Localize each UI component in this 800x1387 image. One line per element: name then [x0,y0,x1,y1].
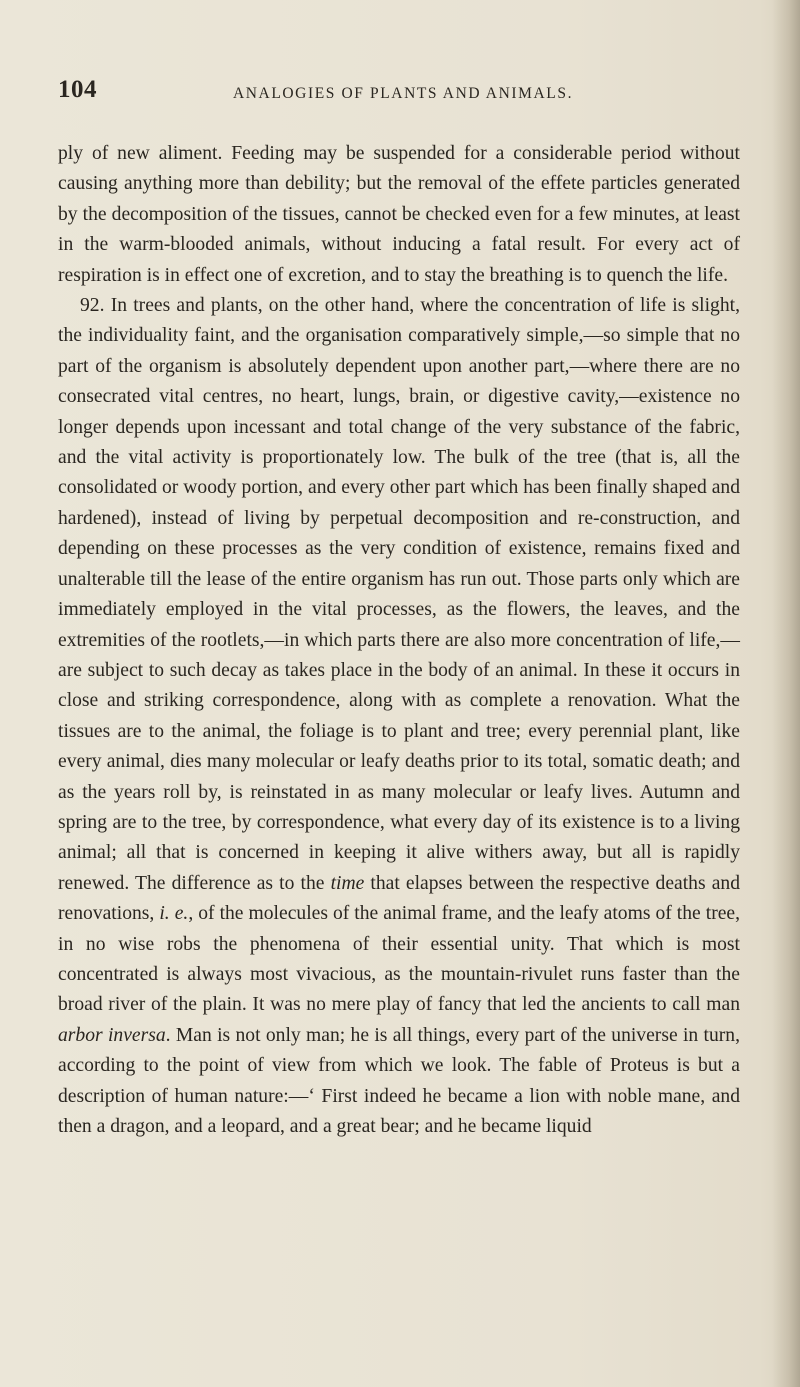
page-edge-shadow [772,0,800,1387]
paragraph-continued: ply of new aliment. Feeding may be suspended for a considerable period without causing anything more than debility; but the removal of the effete particles generated by the decomposition of the tissues, cannot be checked even for a few minutes, at least in the warm-blooded animals, without inducing a fatal result. For every act of respiration is in effect one of excretion, and to stay the breathing is to quench the life. [58,143,740,286]
italic-ie: i. e. [159,903,189,925]
paragraph-92-text-a: 92. In trees and plants, on the other hand, where the concentration of life is slight, the individuality faint, and the organisation comparatively simple,—so simple that no part of the organism is absolutely dependent upon another part,—where there are no consecrated vital centres, no heart, lungs, brain, or digestive cavity,—existence no longer depends upon incessant and total change of the very substance of the fabric, and the vital activity is proportionately low. The bulk of the tree (that is, all the consolidated or woody portion, and every other part which has been finally shaped and hardened), instead of living by perpetual decomposition and re-construction, and depending on these processes as the very condition of existence, remains fixed and unalterable till the lease of the entire organism has run out. Those parts only which are immediately employed in the vital processes, as the flowers, the leaves, and the extremities of the rootlets,—in which parts there are also more concentration of life,—are subject to such decay as takes place in the body of an animal. In these it occurs in close and striking correspondence, along with as complete a renovation. What the tissues are to the animal, the foliage is to plant and tree; every perennial plant, like every animal, dies many molecular or leafy deaths prior to its total, somatic death; and as the years roll by, is reinstated in as many molecular or leafy lives. Autumn and spring are to the tree, by correspondence, what every day of its existence is to a living animal; all that is concerned in keeping it alive withers away, but all is rapidly renewed. The difference as to the [58,295,740,894]
italic-arbor-inversa: arbor inversa [58,1024,166,1046]
running-head: ANALOGIES OF PLANTS AND ANIMALS. [232,85,574,102]
page-number: 104 [58,76,97,103]
paragraph-92 [58,291,740,1142]
paragraph-92-text-b: that elapses between the respective deaths and renovations, [58,872,740,925]
body-text [58,139,740,1142]
italic-time: time [330,872,365,894]
paragraph-92-text-d: . Man is not only man; he is all things, every part of the universe in turn, according to the point of view from which we look. The fable of Proteus is but a description of human nature:—‘ First indeed he became a lion with noble mane, and then a dragon, and a leopard, and a great bear; and he became liquid [58,1024,740,1137]
paragraph-92-text-c: , of the molecules of the animal frame, and the leafy atoms of the tree, in no wise robs the phenomena of their essential unity. That which is most concentrated is always most vivacious, as the mountain-rivulet runs faster than the broad river of the plain. It was no mere play of fancy that led the ancients to call man [58,903,741,1016]
page-header [58,76,738,108]
